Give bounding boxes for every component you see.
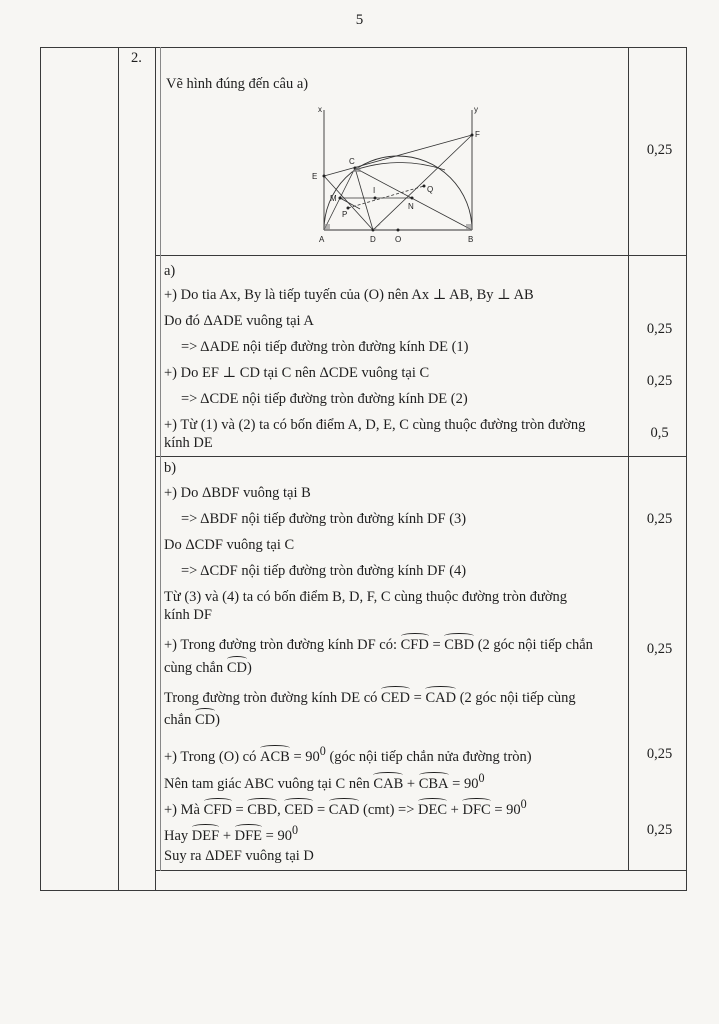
part-b-math-line: +) Mà CFD = CBD, CED = CAD (cmt) => DEC + DFC = $90^0$ bbox=[164, 797, 527, 818]
score: 0,25 bbox=[646, 373, 673, 389]
part-a-line: +) Do tia Ax, By là tiếp tuyến của (O) nên Ax ⊥ AB, By ⊥ AB bbox=[164, 287, 534, 303]
svg-text:I: I bbox=[373, 186, 376, 195]
part-b-line: => ΔBDF nội tiếp đường tròn đường kính DF (3) bbox=[181, 511, 467, 527]
svg-text:O: O bbox=[395, 235, 402, 244]
part-a-line: => ΔCDE nội tiếp đường tròn đường kính DE (2) bbox=[181, 391, 468, 407]
geometry-figure bbox=[300, 100, 500, 250]
score: 0,25 bbox=[646, 746, 673, 762]
part-b-line: Suy ra ΔDEF vuông tại D bbox=[164, 848, 314, 864]
svg-text:F: F bbox=[475, 130, 480, 139]
svg-text:M: M bbox=[330, 194, 337, 203]
score: 0,25 bbox=[646, 822, 673, 838]
score: 0,25 bbox=[646, 511, 673, 527]
page-number: 5 bbox=[355, 12, 364, 28]
part-b-line: Do ΔCDF vuông tại C bbox=[164, 537, 295, 553]
part-b-math-line: Nên tam giác ABC vuông tại C nên CAB + CBA = $90^0$ bbox=[164, 771, 485, 792]
table-divider bbox=[628, 47, 629, 871]
score: 0,25 bbox=[646, 641, 673, 657]
part-b-math-line: +) Trong (O) có ACB = $90^0$ (góc nội tiếp chắn nửa đường tròn) bbox=[164, 744, 532, 765]
part-b-math-line: Trong đường tròn đường kính DE có CED = CAD (2 góc nội tiếp cùng bbox=[164, 690, 576, 706]
svg-text:Q: Q bbox=[427, 185, 434, 194]
svg-text:E: E bbox=[312, 172, 318, 181]
part-b-line: +) Do ΔBDF vuông tại B bbox=[164, 485, 311, 501]
part-b-math-line: +) Trong đường tròn đường kính DF có: CFD = CBD (2 góc nội tiếp chắn bbox=[164, 637, 593, 653]
table-divider bbox=[160, 47, 161, 871]
table-row-divider bbox=[155, 870, 687, 871]
table-row-divider bbox=[155, 255, 687, 256]
svg-text:P: P bbox=[342, 210, 348, 219]
score: 0,5 bbox=[650, 425, 669, 441]
table-row-divider bbox=[155, 456, 687, 457]
svg-text:D: D bbox=[370, 235, 376, 244]
score: 0,25 bbox=[646, 321, 673, 337]
part-a-line: => ΔADE nội tiếp đường tròn đường kính DE (1) bbox=[181, 339, 469, 355]
svg-text:N: N bbox=[408, 202, 414, 211]
part-b-title: b) bbox=[164, 460, 177, 476]
figure-caption: Vẽ hình đúng đến câu a) bbox=[166, 76, 309, 92]
part-b-line: Từ (3) và (4) ta có bốn điểm B, D, F, C cùng thuộc đường tròn đường bbox=[164, 589, 568, 605]
table-divider bbox=[118, 47, 119, 891]
table-divider bbox=[155, 47, 156, 891]
svg-text:x: x bbox=[318, 105, 322, 114]
part-a-line: +) Do EF ⊥ CD tại C nên ΔCDE vuông tại C bbox=[164, 365, 430, 381]
figure-score: 0,25 bbox=[646, 142, 673, 158]
part-a-line: Do đó ΔADE vuông tại A bbox=[164, 313, 314, 329]
part-a-line: kính DE bbox=[164, 435, 213, 451]
part-b-math-line: cùng chắn CD) bbox=[164, 660, 252, 676]
part-a-title: a) bbox=[164, 263, 176, 279]
part-b-line: => ΔCDF nội tiếp đường tròn đường kính DF (4) bbox=[181, 563, 467, 579]
part-a-line: +) Từ (1) và (2) ta có bốn điểm A, D, E, C cùng thuộc đường tròn đường bbox=[164, 417, 586, 433]
part-b-math-line: Hay DEF + DFE = $90^0$ bbox=[164, 823, 299, 844]
part-b-line: kính DF bbox=[164, 607, 212, 623]
svg-text:y: y bbox=[474, 105, 478, 114]
question-number: 2. bbox=[131, 50, 142, 66]
part-b-math-line: chắn CD) bbox=[164, 712, 220, 728]
svg-text:B: B bbox=[468, 235, 474, 244]
svg-text:C: C bbox=[349, 157, 355, 166]
svg-text:A: A bbox=[319, 235, 325, 244]
